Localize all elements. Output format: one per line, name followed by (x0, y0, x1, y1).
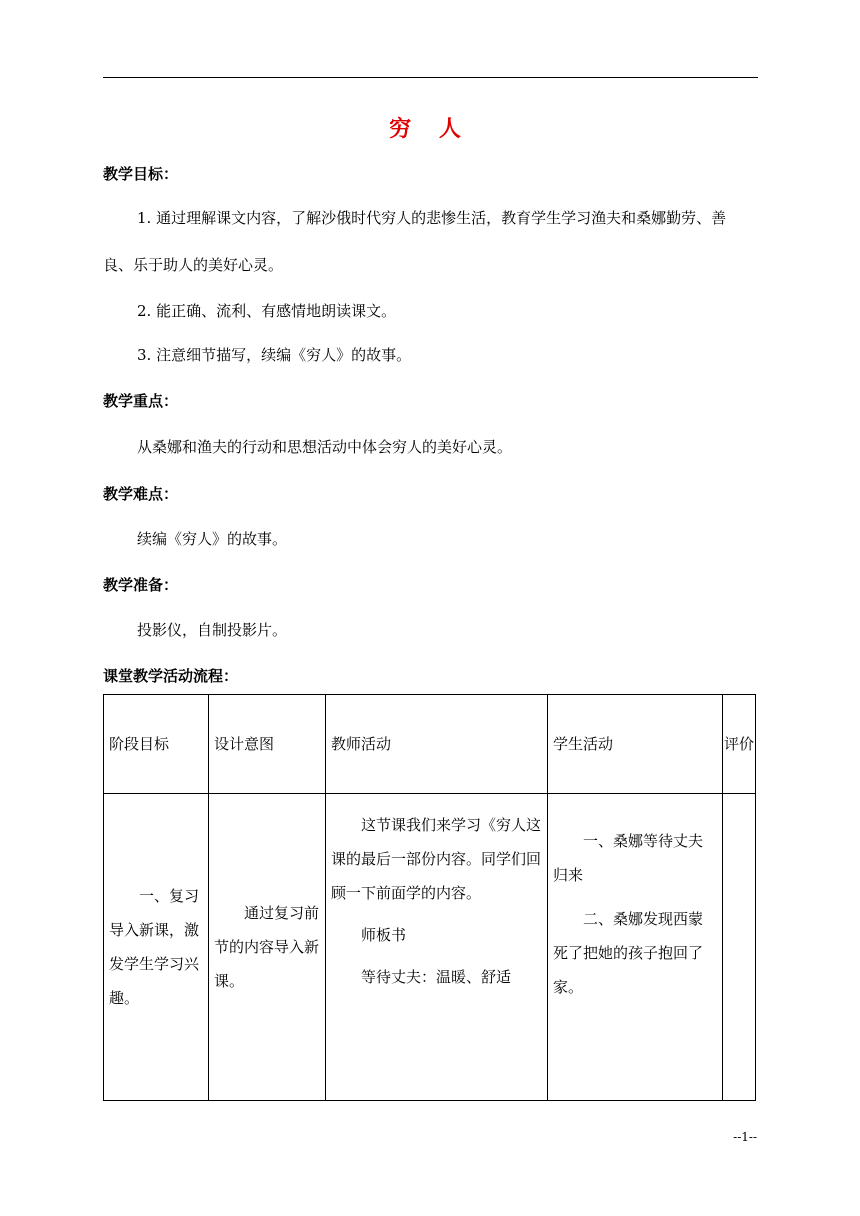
header-intent: 设计意图 (209, 695, 326, 794)
preparation-text: 投影仪，自制投影片。 (137, 621, 288, 639)
cell-evaluation (723, 794, 756, 1101)
difficulty-text: 续编《穷人》的故事。 (137, 530, 288, 548)
header-evaluation: 评价 (723, 695, 756, 794)
teacher-paragraph: 这节课我们来学习《穷人这课的最后一部份内容。同学们回顾一下前面学的内容。 (331, 816, 542, 902)
goal-3: 3. 注意细节描写，续编《穷人》的故事。 (137, 346, 412, 364)
goal-2: 2. 能正确、流利、有感情地朗读课文。 (137, 302, 397, 320)
teacher-board-note: 师板书 (361, 926, 407, 944)
student-paragraph-2: 二、桑娜发现西蒙死了把她的孩子抱回了家。 (553, 910, 704, 996)
document-title: 穷 人 (389, 116, 471, 142)
cell-teacher (326, 794, 548, 1101)
header-teacher: 教师活动 (326, 695, 548, 794)
difficulty-heading: 教学难点： (103, 485, 179, 503)
flow-heading: 课堂教学活动流程： (103, 667, 239, 685)
table-header-row (104, 695, 756, 794)
teacher-board-item: 等待丈夫：温暖、舒适 (361, 968, 512, 986)
table-row (104, 794, 756, 1101)
goal-1: 1. 通过理解课文内容，了解沙俄时代穷人的悲惨生活，教育学生学习渔夫和桑娜勤劳、善良、乐于助人的美好心灵。 (103, 209, 727, 274)
header-student: 学生活动 (548, 695, 723, 794)
key-point-heading: 教学重点： (103, 392, 179, 410)
header-rule (103, 77, 758, 78)
preparation-heading: 教学准备： (103, 576, 179, 594)
page-number: --1-- (733, 1130, 757, 1144)
cell-intent: 通过复习前节的内容导入新课。 (209, 794, 326, 1101)
cell-student (548, 794, 723, 1101)
lesson-flow-table (103, 694, 756, 1101)
key-point-text: 从桑娜和渔夫的行动和思想活动中体会穷人的美好心灵。 (137, 438, 513, 456)
cell-stage: 一、复习导入新课，激发学生学习兴趣。 (104, 794, 209, 1101)
goals-heading: 教学目标： (103, 165, 179, 183)
student-paragraph-1: 一、桑娜等待丈夫归来 (553, 832, 704, 884)
header-stage: 阶段目标 (104, 695, 209, 794)
